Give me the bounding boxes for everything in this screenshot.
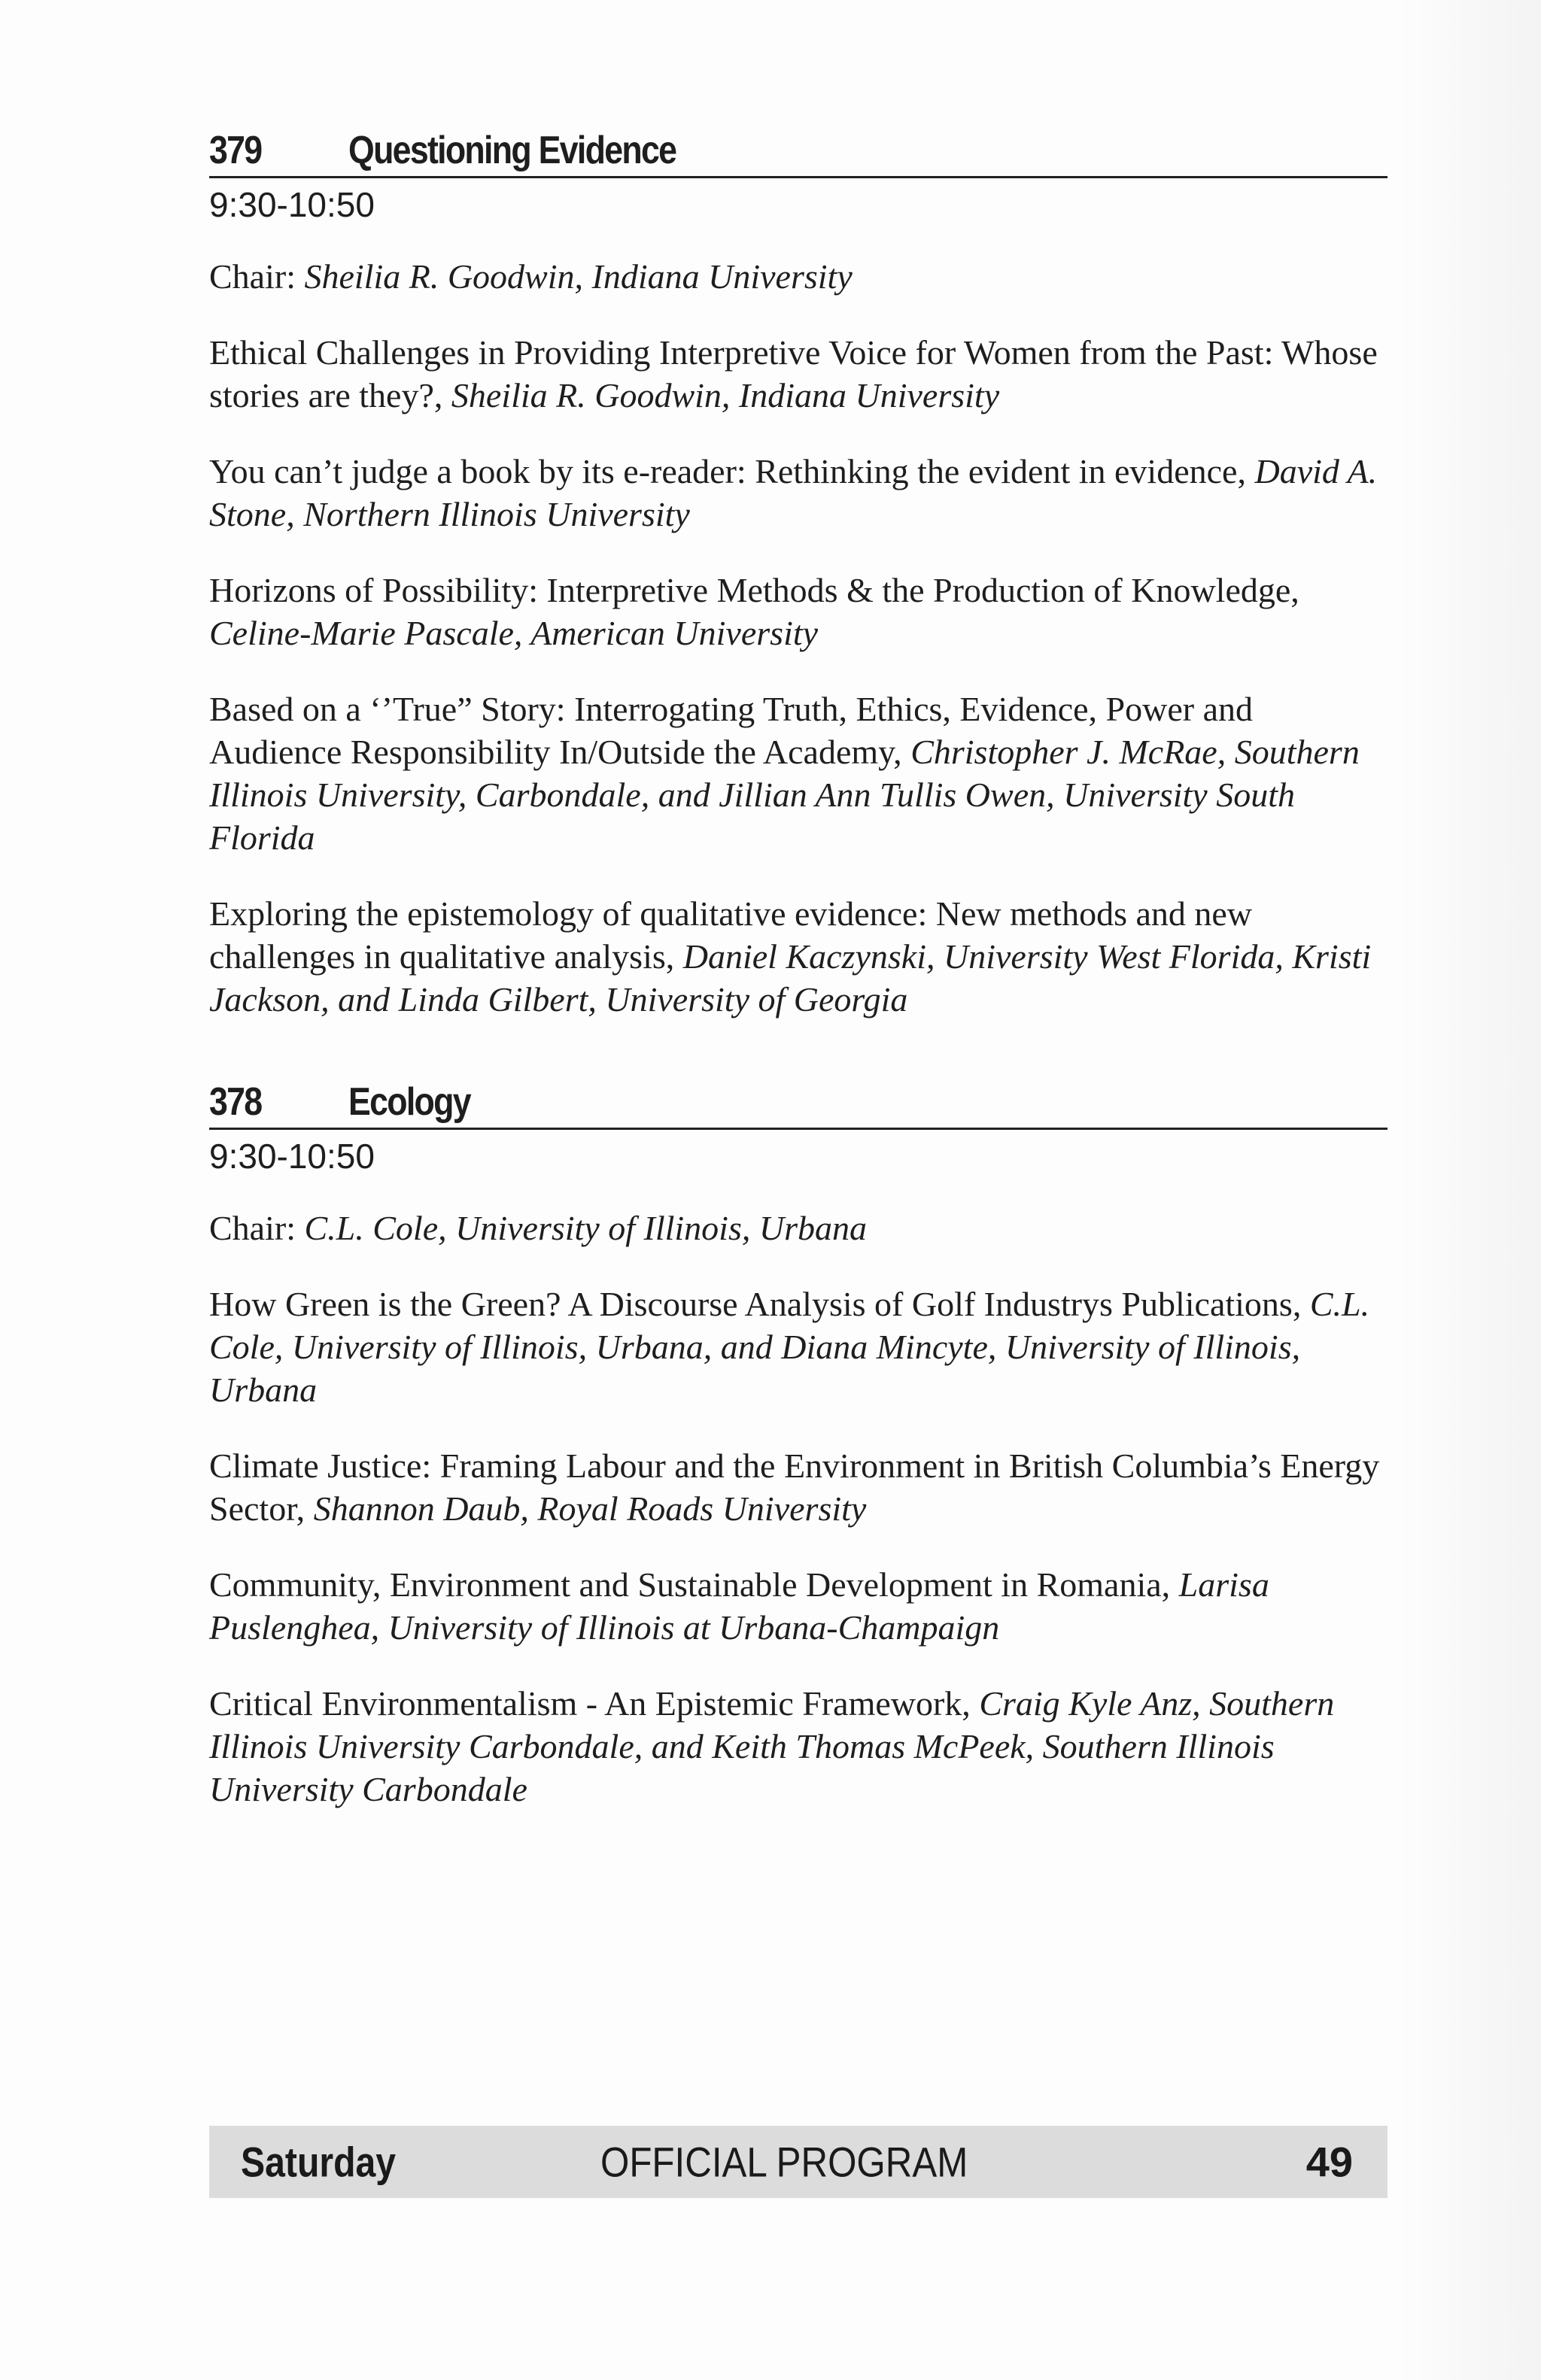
paper-title: Ethical Challenges in Providing Interpretive Voice for Women from the Past: Whose stories are they?, [209, 333, 1378, 414]
paper-entry [209, 688, 1388, 859]
session-title: Questioning Evidence [348, 129, 676, 172]
chair-label: Chair: [209, 1209, 296, 1247]
session-chair [209, 1207, 1388, 1249]
paper-title: Community, Environment and Sustainable Development in Romania, [209, 1565, 1171, 1604]
footer-day: Saturday [241, 2138, 397, 2186]
paper-authors: Christopher J. McRae, Southern Illinois University, Carbondale, and Jillian Ann Tullis Owen, University South Florida [209, 733, 1360, 857]
paper-entry [209, 1444, 1388, 1530]
program-content [209, 128, 1388, 1869]
paper-authors: C.L. Cole, University of Illinois, Urbana, and Diana Mincyte, University of Illinois, Urbana [209, 1285, 1370, 1409]
paper-title: Horizons of Possibility: Interpretive Methods & the Production of Knowledge, [209, 571, 1299, 609]
paper-entry [209, 569, 1388, 654]
paper-authors: Celine-Marie Pascale, American University [209, 614, 819, 652]
paper-entry [209, 892, 1388, 1021]
chair-name: Sheilia R. Goodwin, Indiana University [304, 257, 853, 296]
paper-entry [209, 331, 1388, 417]
session-header [209, 128, 1388, 178]
paper-title: How Green is the Green? A Discourse Analysis of Golf Industrys Publications, [209, 1285, 1302, 1323]
paper-authors: Daniel Kaczynski, University West Florida, Kristi Jackson, and Linda Gilbert, University of Georgia [209, 937, 1372, 1018]
session-time: 9:30-10:50 [209, 1137, 375, 1176]
paper-entry [209, 1563, 1388, 1649]
session-number: 378 [209, 1080, 262, 1124]
session-number: 379 [209, 129, 262, 172]
paper-entry [209, 1283, 1388, 1411]
chair-name: C.L. Cole, University of Illinois, Urbana [304, 1209, 867, 1247]
session-title: Ecology [348, 1080, 470, 1124]
chair-label: Chair: [209, 257, 296, 296]
paper-authors: Larisa Puslenghea, University of Illinois at Urbana-Champaign [209, 1565, 1269, 1647]
paper-authors: Shannon Daub, Royal Roads University [313, 1489, 867, 1528]
paper-authors: David A. Stone, Northern Illinois University [209, 452, 1378, 533]
paper-authors: Craig Kyle Anz, Southern Illinois University Carbondale, and Keith Thomas McPeek, Southern Illinois University Carbondale [209, 1684, 1335, 1808]
footer-program-title: OFFICIAL PROGRAM [600, 2138, 968, 2186]
session-time: 9:30-10:50 [209, 185, 375, 224]
session-chair [209, 255, 1388, 298]
paper-title: Based on a ‘’True” Story: Interrogating Truth, Ethics, Evidence, Power and Audience Responsibility In/Outside the Academy, [209, 690, 1254, 771]
page-footer [209, 2126, 1388, 2198]
page-number: 49 [1305, 2138, 1353, 2186]
page-edge [1398, 0, 1541, 2380]
paper-authors: Sheilia R. Goodwin, Indiana University [451, 376, 1000, 414]
session-header [209, 1079, 1388, 1130]
paper-title: Critical Environmentalism - An Epistemic Framework, [209, 1684, 971, 1723]
paper-title: You can’t judge a book by its e-reader: Rethinking the evident in evidence, [209, 452, 1246, 490]
paper-entry [209, 1682, 1388, 1811]
session-378 [209, 1079, 1388, 1811]
paper-title: Climate Justice: Framing Labour and the Environment in British Columbia’s Energy Sector, [209, 1447, 1380, 1528]
paper-entry [209, 450, 1388, 536]
paper-title: Exploring the epistemology of qualitative evidence: New methods and new challenges in qualitative analysis, [209, 894, 1253, 976]
session-379 [209, 128, 1388, 1021]
